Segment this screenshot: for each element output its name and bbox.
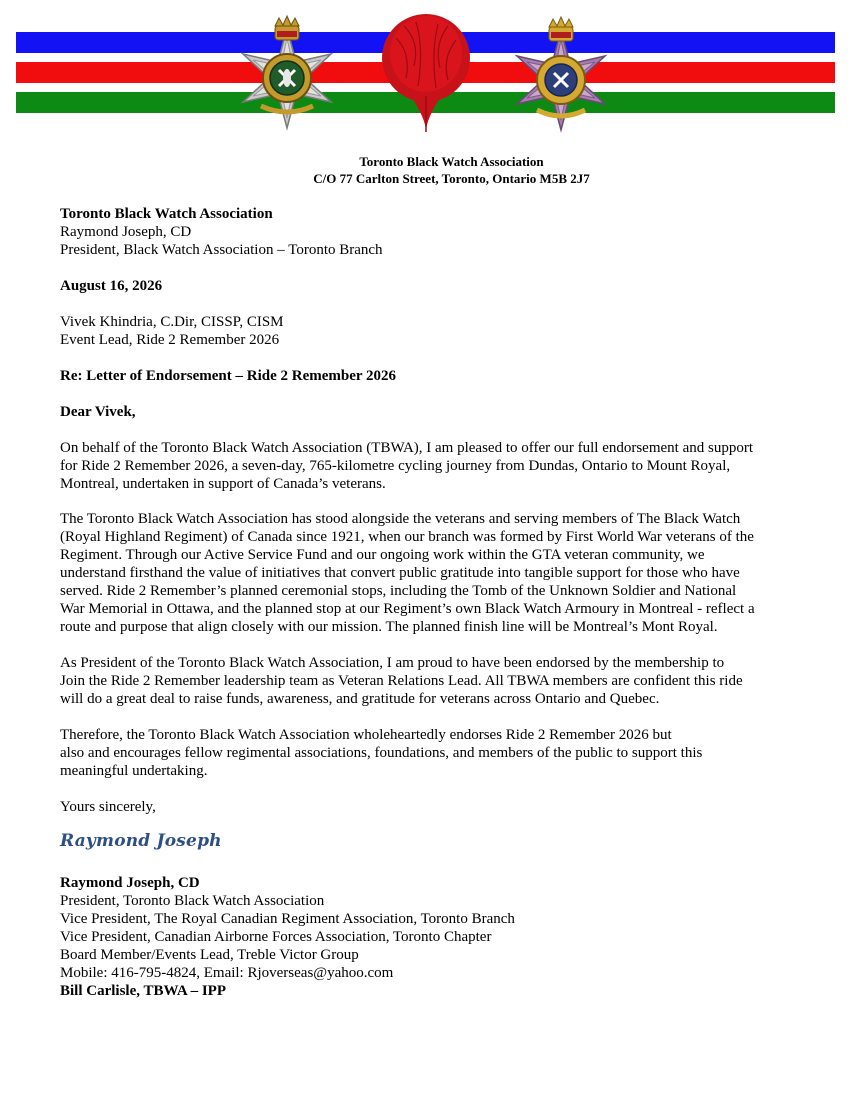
body-line: On behalf of the Toronto Black Watch Association (TBWA), I am pleased to offer our full endorsement and support <box>60 440 753 456</box>
letterhead-address: C/O 77 Carlton Street, Toronto, Ontario M5B 2J7 <box>313 171 590 186</box>
body-line: for Ride 2 Remember 2026, a seven-day, 765-kilometre cycling journey from Dundas, Ontario to Mount Royal, <box>60 458 731 474</box>
recipient-block <box>60 313 800 349</box>
body-line: (Royal Highland Regiment) of Canada since 1921, when our branch was formed by First World War veterans of the <box>60 529 754 545</box>
body-paragraph-3 <box>60 654 800 708</box>
body-line: Therefore, the Toronto Black Watch Association wholeheartedly endorses Ride 2 Remember 2026 but <box>60 727 672 743</box>
letter-date: August 16, 2026 <box>60 278 163 294</box>
body-line: served. Ride 2 Remember’s planned ceremonial stops, including the Tomb of the Unknown Soldier and National <box>60 583 737 599</box>
sender-org: Toronto Black Watch Association <box>60 206 273 222</box>
body-line: The Toronto Black Watch Association has stood alongside the veterans and serving members of The Black Watch <box>60 511 741 527</box>
body-line: understand firsthand the value of initiatives that convert public gratitude into tangible support for those who have <box>60 565 740 581</box>
salutation: Dear Vivek, <box>60 404 136 420</box>
signoff-contact: Mobile: 416-795-4824, Email: Rjoverseas@yahoo.com <box>60 965 394 981</box>
subject-line: Re: Letter of Endorsement – Ride 2 Remember 2026 <box>60 368 397 384</box>
body-line: will do a great deal to raise funds, awareness, and gratitude for veterans across Ontario and Quebec. <box>60 691 660 707</box>
letterhead <box>0 0 858 140</box>
sender-block <box>60 205 800 259</box>
body-line: Regiment. Through our Active Service Fund and our ongoing work within the GTA veteran community, we <box>60 547 705 563</box>
red-hackle-icon <box>376 8 476 136</box>
sender-name: Raymond Joseph, CD <box>60 224 192 240</box>
letterhead-address-block <box>0 153 858 187</box>
signoff-name: Raymond Joseph, CD <box>60 875 200 891</box>
closing: Yours sincerely, <box>60 799 156 815</box>
letterhead-org-name: Toronto Black Watch Association <box>359 154 544 169</box>
signoff-line: Vice President, The Royal Canadian Regiment Association, Toronto Branch <box>60 911 515 927</box>
recipient-name: Vivek Khindria, C.Dir, CISSP, CISM <box>60 314 284 330</box>
body-line: route and purpose that align closely with our mission. The planned finish line will be Montreal’s Mont Royal. <box>60 619 718 635</box>
regimental-badge-right-icon <box>511 14 611 134</box>
handwritten-signature: Raymond Joseph <box>60 831 222 851</box>
body-line: also and encourages fellow regimental associations, foundations, and members of the public to support this <box>60 745 703 761</box>
recipient-title: Event Lead, Ride 2 Remember 2026 <box>60 332 280 348</box>
body-line: As President of the Toronto Black Watch Association, I am proud to have been endorsed by the membership to <box>60 655 725 671</box>
signoff-line: Vice President, Canadian Airborne Forces Association, Toronto Chapter <box>60 929 492 945</box>
body-line: Join the Ride 2 Remember leadership team as Veteran Relations Lead. All TBWA members are confident this ride <box>60 673 743 689</box>
body-line: War Memorial in Ottawa, and the planned stop at our Regiment’s own Black Watch Armoury in Montreal - reflect a <box>60 601 755 617</box>
body-line: Montreal, undertaken in support of Canada’s veterans. <box>60 476 386 492</box>
signoff-line: Board Member/Events Lead, Treble Victor Group <box>60 947 359 963</box>
signoff-block <box>60 874 800 1000</box>
body-paragraph-2 <box>60 510 800 636</box>
body-paragraph-4 <box>60 726 800 780</box>
regimental-badge-left-icon <box>237 14 337 132</box>
signoff-line: President, Toronto Black Watch Association <box>60 893 325 909</box>
sender-title: President, Black Watch Association – Toronto Branch <box>60 242 383 258</box>
signoff-cc: Bill Carlisle, TBWA – IPP <box>60 983 226 999</box>
body-paragraph-1 <box>60 439 800 493</box>
body-line: meaningful undertaking. <box>60 763 208 779</box>
